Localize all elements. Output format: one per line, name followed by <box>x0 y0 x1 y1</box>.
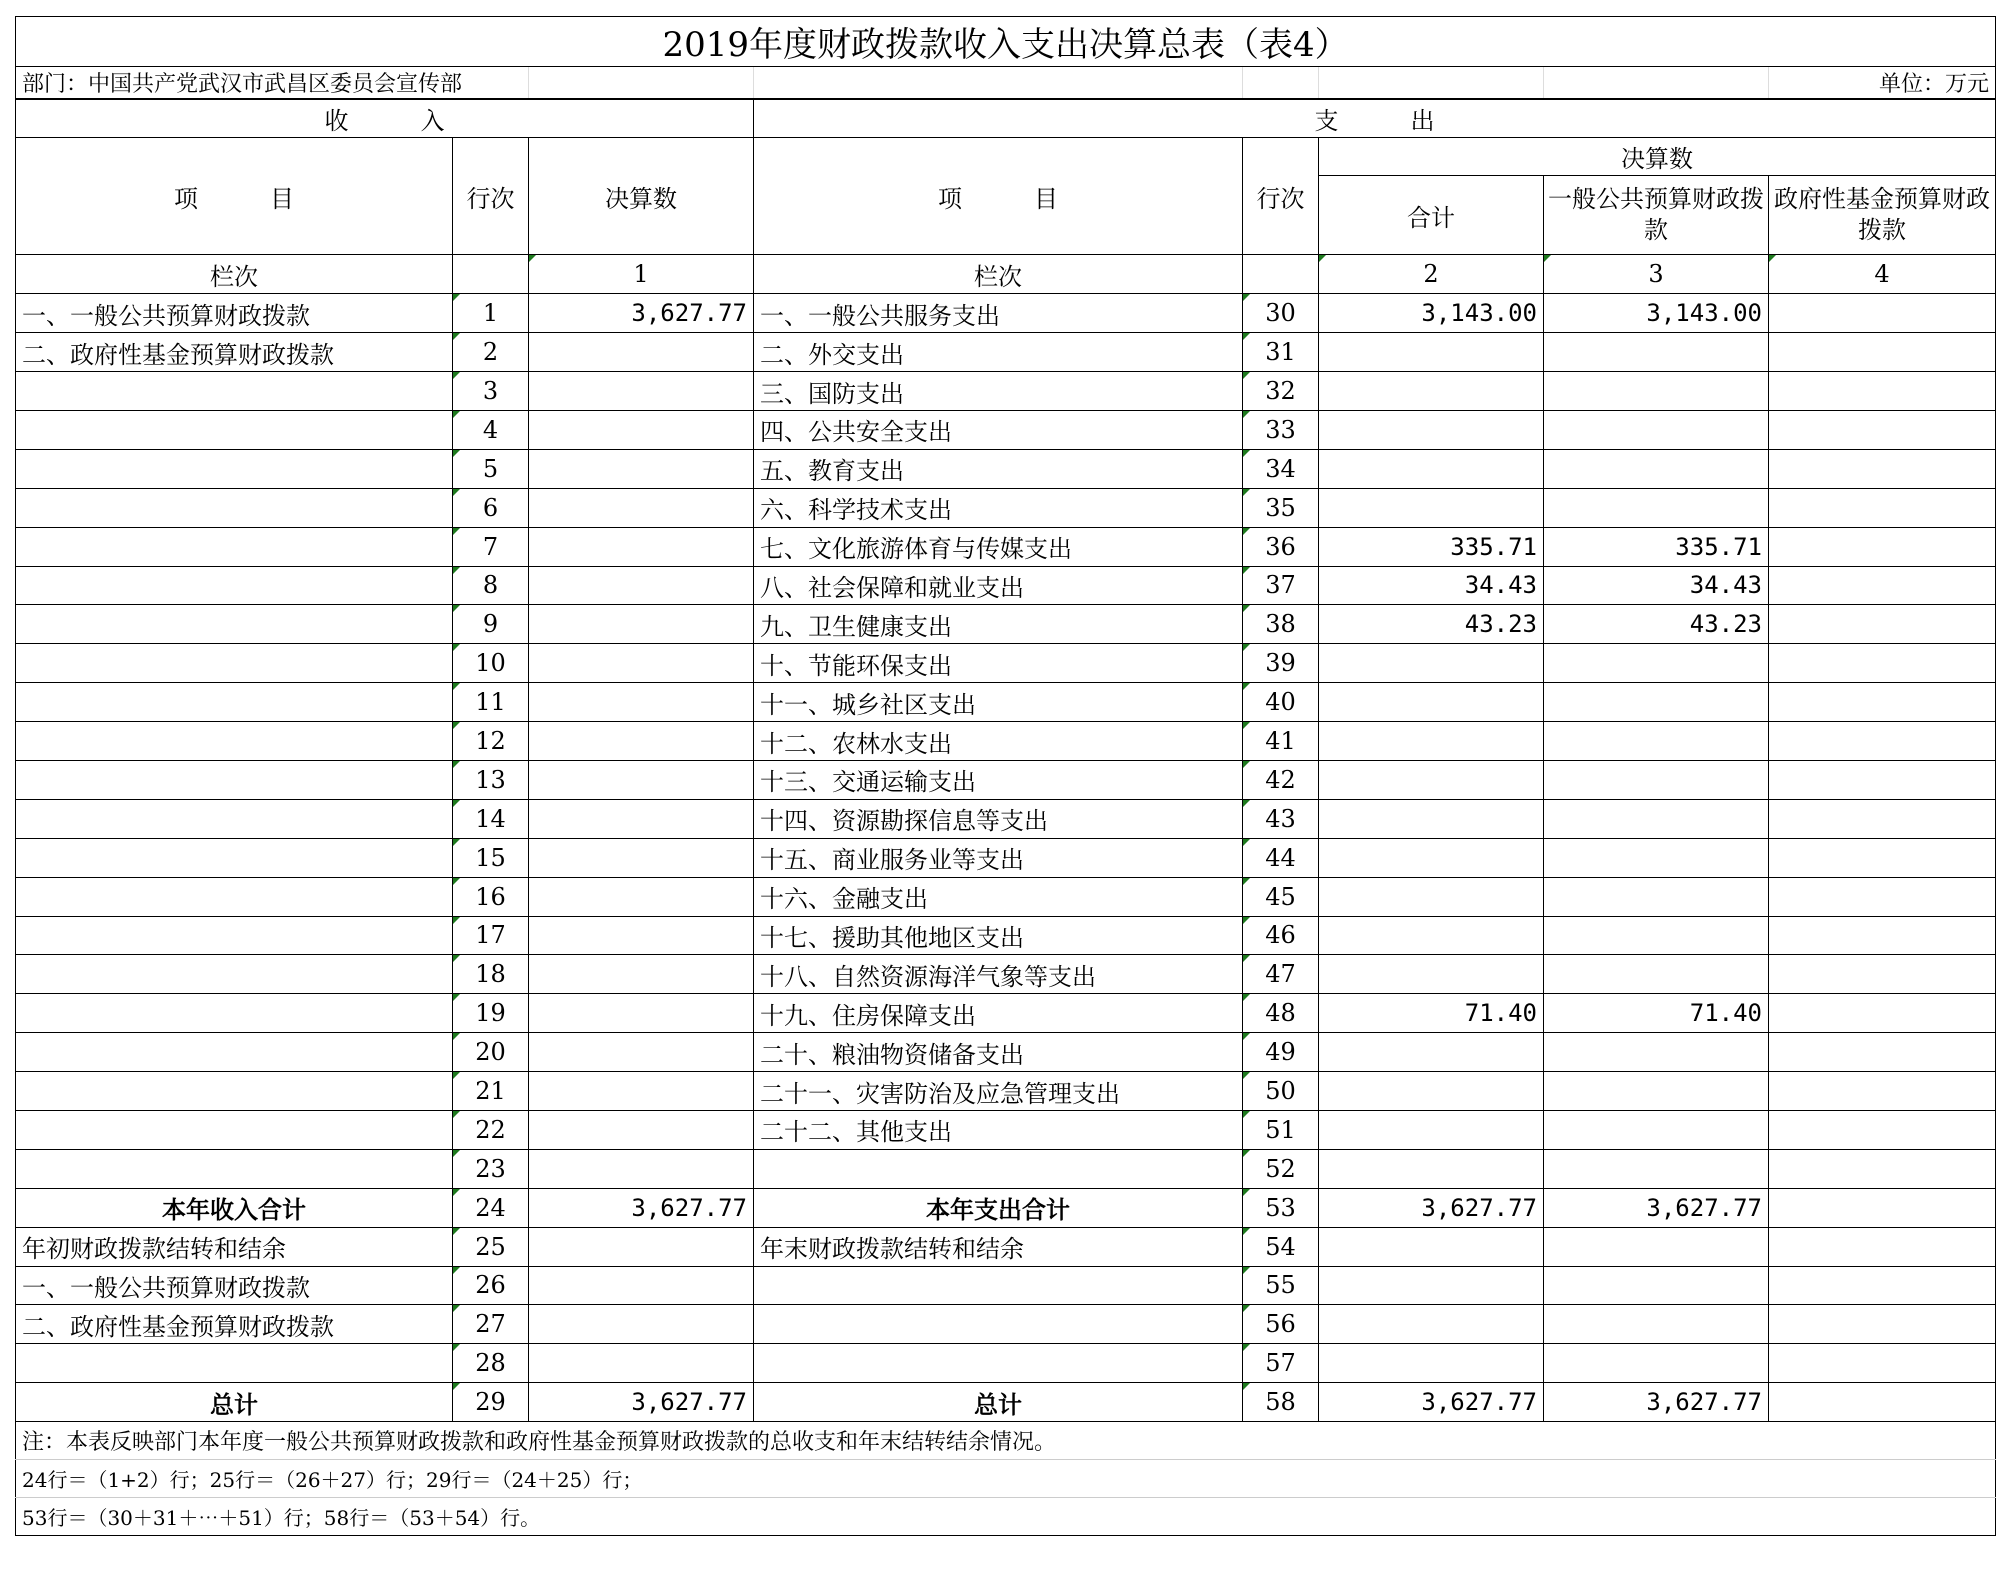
income-amount-cell <box>529 722 754 761</box>
income-item-cell <box>16 1110 453 1149</box>
expense-fund-cell <box>1769 838 1996 877</box>
expense-total-cell <box>1319 1266 1544 1305</box>
expense-item-cell: 二、外交支出 <box>754 333 1243 372</box>
expense-total-cell: 335.71 <box>1319 527 1544 566</box>
expense-item-cell: 本年支出合计 <box>754 1188 1243 1227</box>
expense-item-cell: 年末财政拨款结转和结余 <box>754 1227 1243 1266</box>
table-row <box>16 1188 1996 1227</box>
expense-fund-cell <box>1769 877 1996 916</box>
expense-line-cell: 38 <box>1243 605 1319 644</box>
income-amount-cell <box>529 838 754 877</box>
expense-line-cell: 37 <box>1243 566 1319 605</box>
expense-total-cell <box>1319 877 1544 916</box>
expense-total-cell <box>1319 722 1544 761</box>
income-amount-cell <box>529 1110 754 1149</box>
table-row <box>16 333 1996 372</box>
expense-line-cell: 55 <box>1243 1266 1319 1305</box>
income-item-cell <box>16 566 453 605</box>
expense-general-cell: 3,627.77 <box>1544 1188 1769 1227</box>
table-row <box>16 1149 1996 1188</box>
income-line-cell: 4 <box>453 410 529 449</box>
expense-general-cell <box>1544 488 1769 527</box>
expense-total-cell <box>1319 488 1544 527</box>
meta-blank <box>529 67 754 100</box>
income-amount-cell <box>529 1149 754 1188</box>
income-line-cell: 8 <box>453 566 529 605</box>
income-item-header: 项 目 <box>16 138 453 255</box>
expense-total-cell <box>1319 1033 1544 1072</box>
income-amount-cell <box>529 1227 754 1266</box>
expense-total-cell <box>1319 799 1544 838</box>
expense-item-cell: 五、教育支出 <box>754 449 1243 488</box>
income-line-cell: 28 <box>453 1344 529 1383</box>
income-line-cell: 15 <box>453 838 529 877</box>
expense-fund-cell <box>1769 955 1996 994</box>
income-line-cell: 24 <box>453 1188 529 1227</box>
expense-line-cell: 52 <box>1243 1149 1319 1188</box>
expense-general-header: 一般公共预算财政拨款 <box>1544 176 1769 255</box>
income-item-cell <box>16 838 453 877</box>
income-amount-cell: 3,627.77 <box>529 1383 754 1422</box>
expense-line-cell: 58 <box>1243 1383 1319 1422</box>
table-row <box>16 1383 1996 1422</box>
table-row <box>16 1266 1996 1305</box>
expense-fund-cell <box>1769 1383 1996 1422</box>
expense-label-line-cell <box>1243 255 1319 294</box>
expense-item-cell: 三、国防支出 <box>754 372 1243 411</box>
expense-fund-cell <box>1769 994 1996 1033</box>
table-row <box>16 722 1996 761</box>
income-item-cell <box>16 799 453 838</box>
meta-blank <box>754 67 1243 100</box>
expense-item-cell: 四、公共安全支出 <box>754 410 1243 449</box>
income-item-cell: 一、一般公共预算财政拨款 <box>16 294 453 333</box>
expense-item-cell: 二十一、灾害防治及应急管理支出 <box>754 1072 1243 1111</box>
expense-fund-cell <box>1769 644 1996 683</box>
expense-item-cell: 二十二、其他支出 <box>754 1110 1243 1149</box>
financial-statement-sheet <box>15 16 1995 1536</box>
expense-total-cell <box>1319 1344 1544 1383</box>
income-item-cell <box>16 1344 453 1383</box>
unit-label: 单位：万元 <box>1769 67 1996 100</box>
expense-fund-cell <box>1769 1033 1996 1072</box>
income-item-cell: 年初财政拨款结转和结余 <box>16 1227 453 1266</box>
expense-section-header: 支 出 <box>754 99 1996 138</box>
expense-item-cell: 十三、交通运输支出 <box>754 760 1243 799</box>
note-text: 注：本表反映部门本年度一般公共预算财政拨款和政府性基金预算财政拨款的总收支和年末结转结余情况。 <box>16 1422 1996 1460</box>
income-item-cell <box>16 488 453 527</box>
income-item-cell <box>16 372 453 411</box>
expense-total-cell: 34.43 <box>1319 566 1544 605</box>
table-row <box>16 760 1996 799</box>
expense-line-cell: 53 <box>1243 1188 1319 1227</box>
expense-item-header: 项 目 <box>754 138 1243 255</box>
income-item-cell <box>16 722 453 761</box>
income-item-cell <box>16 605 453 644</box>
table-row <box>16 1344 1996 1383</box>
expense-general-cell: 71.40 <box>1544 994 1769 1033</box>
income-item-cell <box>16 683 453 722</box>
expense-line-cell: 50 <box>1243 1072 1319 1111</box>
expense-general-cell: 335.71 <box>1544 527 1769 566</box>
expense-general-cell <box>1544 955 1769 994</box>
expense-fund-cell <box>1769 488 1996 527</box>
expense-fund-cell <box>1769 1266 1996 1305</box>
expense-item-cell: 十二、农林水支出 <box>754 722 1243 761</box>
col-num-4: 4 <box>1769 255 1996 294</box>
income-line-cell: 9 <box>453 605 529 644</box>
income-line-cell: 7 <box>453 527 529 566</box>
income-item-cell <box>16 877 453 916</box>
expense-item-cell: 二十、粮油物资储备支出 <box>754 1033 1243 1072</box>
expense-fund-cell <box>1769 1227 1996 1266</box>
expense-total-cell <box>1319 1110 1544 1149</box>
expense-fund-cell <box>1769 916 1996 955</box>
table-row <box>16 1305 1996 1344</box>
income-item-cell <box>16 527 453 566</box>
expense-general-cell <box>1544 1072 1769 1111</box>
income-item-cell: 二、政府性基金预算财政拨款 <box>16 1305 453 1344</box>
income-item-cell <box>16 1033 453 1072</box>
expense-general-cell <box>1544 644 1769 683</box>
expense-fund-cell <box>1769 1149 1996 1188</box>
income-amount-cell <box>529 333 754 372</box>
income-amount-cell <box>529 1072 754 1111</box>
income-amount-cell <box>529 1305 754 1344</box>
expense-line-cell: 33 <box>1243 410 1319 449</box>
expense-item-cell: 十八、自然资源海洋气象等支出 <box>754 955 1243 994</box>
expense-fund-cell <box>1769 449 1996 488</box>
income-amount-cell <box>529 449 754 488</box>
expense-general-cell <box>1544 410 1769 449</box>
expense-total-cell <box>1319 1227 1544 1266</box>
expense-general-cell: 3,627.77 <box>1544 1383 1769 1422</box>
expense-fund-cell <box>1769 1110 1996 1149</box>
expense-general-cell <box>1544 372 1769 411</box>
col-num-2: 2 <box>1319 255 1544 294</box>
income-line-cell: 19 <box>453 994 529 1033</box>
note-text: 53行＝（30＋31＋⋯＋51）行；58行＝（53＋54）行。 <box>16 1498 1996 1536</box>
meta-blank <box>1243 67 1319 100</box>
income-amount-cell <box>529 644 754 683</box>
expense-item-cell: 十九、住房保障支出 <box>754 994 1243 1033</box>
income-line-cell: 5 <box>453 449 529 488</box>
expense-general-cell <box>1544 916 1769 955</box>
income-line-cell: 13 <box>453 760 529 799</box>
expense-total-cell <box>1319 683 1544 722</box>
income-line-cell: 21 <box>453 1072 529 1111</box>
expense-total-cell <box>1319 449 1544 488</box>
table-row <box>16 566 1996 605</box>
expense-label-cell: 栏次 <box>754 255 1243 294</box>
income-amount-cell <box>529 799 754 838</box>
income-line-header: 行次 <box>453 138 529 255</box>
expense-item-cell: 六、科学技术支出 <box>754 488 1243 527</box>
meta-blank <box>1544 67 1769 100</box>
expense-line-cell: 48 <box>1243 994 1319 1033</box>
expense-total-cell <box>1319 1072 1544 1111</box>
income-amount-cell <box>529 488 754 527</box>
income-amount-cell <box>529 527 754 566</box>
expense-general-cell <box>1544 1110 1769 1149</box>
table-title: 2019年度财政拨款收入支出决算总表（表4） <box>16 17 1996 67</box>
table-row <box>16 372 1996 411</box>
expense-line-cell: 46 <box>1243 916 1319 955</box>
income-amount-cell <box>529 372 754 411</box>
expense-general-cell: 3,143.00 <box>1544 294 1769 333</box>
income-amount-cell: 3,627.77 <box>529 1188 754 1227</box>
income-item-cell: 二、政府性基金预算财政拨款 <box>16 333 453 372</box>
income-label-line-cell <box>453 255 529 294</box>
expense-total-cell <box>1319 916 1544 955</box>
expense-total-cell <box>1319 838 1544 877</box>
note-row <box>16 1422 1996 1460</box>
income-line-cell: 1 <box>453 294 529 333</box>
col-num-3: 3 <box>1544 255 1769 294</box>
statement-table <box>15 16 1996 1536</box>
expense-fund-cell <box>1769 760 1996 799</box>
income-item-cell <box>16 994 453 1033</box>
expense-total-cell <box>1319 644 1544 683</box>
expense-general-cell <box>1544 1305 1769 1344</box>
income-line-cell: 18 <box>453 955 529 994</box>
expense-general-cell <box>1544 1344 1769 1383</box>
income-line-cell: 17 <box>453 916 529 955</box>
income-amount-cell <box>529 994 754 1033</box>
income-item-cell <box>16 449 453 488</box>
expense-item-cell: 九、卫生健康支出 <box>754 605 1243 644</box>
expense-item-cell: 八、社会保障和就业支出 <box>754 566 1243 605</box>
income-item-cell <box>16 644 453 683</box>
income-item-cell <box>16 1072 453 1111</box>
expense-item-cell <box>754 1266 1243 1305</box>
income-line-cell: 14 <box>453 799 529 838</box>
income-item-cell <box>16 1149 453 1188</box>
expense-line-cell: 34 <box>1243 449 1319 488</box>
expense-line-cell: 43 <box>1243 799 1319 838</box>
expense-line-cell: 56 <box>1243 1305 1319 1344</box>
income-item-cell: 一、一般公共预算财政拨款 <box>16 1266 453 1305</box>
income-amount-cell <box>529 410 754 449</box>
income-line-cell: 11 <box>453 683 529 722</box>
expense-fund-cell <box>1769 1072 1996 1111</box>
meta-blank <box>1319 67 1544 100</box>
expense-item-cell: 总计 <box>754 1383 1243 1422</box>
expense-fund-cell <box>1769 1344 1996 1383</box>
income-label-cell: 栏次 <box>16 255 453 294</box>
income-line-cell: 2 <box>453 333 529 372</box>
table-row <box>16 1110 1996 1149</box>
income-line-cell: 22 <box>453 1110 529 1149</box>
income-amount-cell: 3,627.77 <box>529 294 754 333</box>
table-row <box>16 449 1996 488</box>
expense-fund-cell <box>1769 683 1996 722</box>
income-line-cell: 12 <box>453 722 529 761</box>
expense-total-header: 合计 <box>1319 176 1544 255</box>
income-item-cell <box>16 916 453 955</box>
expense-general-cell <box>1544 838 1769 877</box>
expense-general-cell <box>1544 1033 1769 1072</box>
income-item-cell <box>16 760 453 799</box>
table-row <box>16 488 1996 527</box>
expense-line-cell: 35 <box>1243 488 1319 527</box>
expense-item-cell: 十六、金融支出 <box>754 877 1243 916</box>
income-line-cell: 25 <box>453 1227 529 1266</box>
income-amount-cell <box>529 605 754 644</box>
expense-line-cell: 39 <box>1243 644 1319 683</box>
expense-total-cell <box>1319 955 1544 994</box>
expense-line-cell: 36 <box>1243 527 1319 566</box>
expense-amount-header: 决算数 <box>1319 138 1996 176</box>
expense-line-header: 行次 <box>1243 138 1319 255</box>
income-section-header: 收 入 <box>16 99 754 138</box>
income-amount-cell <box>529 1033 754 1072</box>
expense-general-cell <box>1544 760 1769 799</box>
expense-item-cell: 十四、资源勘探信息等支出 <box>754 799 1243 838</box>
table-row <box>16 916 1996 955</box>
department-label: 部门：中国共产党武汉市武昌区委员会宣传部 <box>16 67 529 100</box>
expense-general-cell <box>1544 333 1769 372</box>
expense-line-cell: 57 <box>1243 1344 1319 1383</box>
expense-fund-cell <box>1769 605 1996 644</box>
income-amount-cell <box>529 1344 754 1383</box>
expense-line-cell: 45 <box>1243 877 1319 916</box>
income-line-cell: 3 <box>453 372 529 411</box>
expense-item-cell <box>754 1149 1243 1188</box>
expense-general-cell <box>1544 1227 1769 1266</box>
expense-general-cell: 43.23 <box>1544 605 1769 644</box>
income-line-cell: 23 <box>453 1149 529 1188</box>
expense-total-cell <box>1319 333 1544 372</box>
expense-item-cell: 十一、城乡社区支出 <box>754 683 1243 722</box>
expense-general-cell <box>1544 722 1769 761</box>
expense-item-cell: 十七、援助其他地区支出 <box>754 916 1243 955</box>
table-row <box>16 1072 1996 1111</box>
income-line-cell: 20 <box>453 1033 529 1072</box>
income-amount-cell <box>529 760 754 799</box>
table-row <box>16 527 1996 566</box>
table-row <box>16 1227 1996 1266</box>
income-amount-cell <box>529 683 754 722</box>
expense-line-cell: 31 <box>1243 333 1319 372</box>
expense-item-cell <box>754 1305 1243 1344</box>
income-amount-cell <box>529 955 754 994</box>
expense-line-cell: 41 <box>1243 722 1319 761</box>
expense-fund-cell <box>1769 333 1996 372</box>
expense-total-cell: 3,627.77 <box>1319 1383 1544 1422</box>
income-item-cell <box>16 410 453 449</box>
expense-line-cell: 30 <box>1243 294 1319 333</box>
income-line-cell: 27 <box>453 1305 529 1344</box>
income-line-cell: 29 <box>453 1383 529 1422</box>
income-line-cell: 26 <box>453 1266 529 1305</box>
expense-fund-cell <box>1769 1188 1996 1227</box>
expense-fund-cell <box>1769 566 1996 605</box>
expense-item-cell <box>754 1344 1243 1383</box>
note-text: 24行＝（1+2）行；25行＝（26＋27）行；29行＝（24＋25）行； <box>16 1460 1996 1498</box>
expense-general-cell <box>1544 877 1769 916</box>
income-line-cell: 10 <box>453 644 529 683</box>
expense-line-cell: 51 <box>1243 1110 1319 1149</box>
expense-line-cell: 54 <box>1243 1227 1319 1266</box>
expense-line-cell: 40 <box>1243 683 1319 722</box>
expense-total-cell: 43.23 <box>1319 605 1544 644</box>
expense-general-cell <box>1544 449 1769 488</box>
expense-item-cell: 十五、商业服务业等支出 <box>754 838 1243 877</box>
income-line-cell: 6 <box>453 488 529 527</box>
expense-total-cell <box>1319 760 1544 799</box>
table-row <box>16 877 1996 916</box>
table-row <box>16 410 1996 449</box>
expense-fund-cell <box>1769 410 1996 449</box>
expense-fund-cell <box>1769 372 1996 411</box>
expense-fund-cell <box>1769 1305 1996 1344</box>
expense-fund-header: 政府性基金预算财政拨款 <box>1769 176 1996 255</box>
table-row <box>16 605 1996 644</box>
expense-total-cell <box>1319 410 1544 449</box>
income-item-cell: 本年收入合计 <box>16 1188 453 1227</box>
income-amount-cell <box>529 916 754 955</box>
table-row <box>16 955 1996 994</box>
expense-item-cell: 一、一般公共服务支出 <box>754 294 1243 333</box>
income-amount-cell <box>529 566 754 605</box>
col-num-1: 1 <box>529 255 754 294</box>
expense-line-cell: 49 <box>1243 1033 1319 1072</box>
expense-line-cell: 42 <box>1243 760 1319 799</box>
expense-line-cell: 32 <box>1243 372 1319 411</box>
income-amount-header: 决算数 <box>529 138 754 255</box>
expense-general-cell <box>1544 1149 1769 1188</box>
expense-fund-cell <box>1769 294 1996 333</box>
income-amount-cell <box>529 1266 754 1305</box>
expense-general-cell <box>1544 1266 1769 1305</box>
expense-line-cell: 44 <box>1243 838 1319 877</box>
expense-general-cell <box>1544 799 1769 838</box>
income-line-cell: 16 <box>453 877 529 916</box>
expense-total-cell: 3,143.00 <box>1319 294 1544 333</box>
income-amount-cell <box>529 877 754 916</box>
expense-item-cell: 十、节能环保支出 <box>754 644 1243 683</box>
expense-item-cell: 七、文化旅游体育与传媒支出 <box>754 527 1243 566</box>
expense-total-cell: 3,627.77 <box>1319 1188 1544 1227</box>
table-row <box>16 294 1996 333</box>
income-item-cell <box>16 955 453 994</box>
expense-fund-cell <box>1769 527 1996 566</box>
expense-total-cell <box>1319 1305 1544 1344</box>
expense-total-cell <box>1319 372 1544 411</box>
note-row <box>16 1460 1996 1498</box>
table-row <box>16 1033 1996 1072</box>
expense-total-cell: 71.40 <box>1319 994 1544 1033</box>
note-row <box>16 1498 1996 1536</box>
table-row <box>16 799 1996 838</box>
income-item-cell: 总计 <box>16 1383 453 1422</box>
expense-total-cell <box>1319 1149 1544 1188</box>
expense-fund-cell <box>1769 799 1996 838</box>
table-row <box>16 994 1996 1033</box>
table-row <box>16 644 1996 683</box>
expense-line-cell: 47 <box>1243 955 1319 994</box>
table-row <box>16 683 1996 722</box>
table-row <box>16 838 1996 877</box>
expense-general-cell <box>1544 683 1769 722</box>
expense-general-cell: 34.43 <box>1544 566 1769 605</box>
expense-fund-cell <box>1769 722 1996 761</box>
